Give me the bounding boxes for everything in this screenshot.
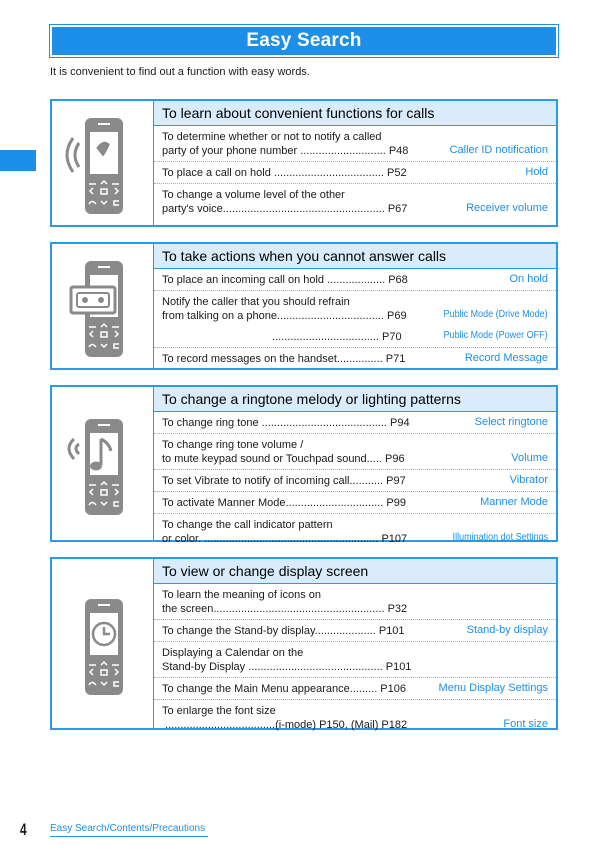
list-item[interactable]: To record messages on the handset............... P71 Record Message: [162, 352, 548, 365]
phone-music-icon: [52, 387, 154, 540]
function-link[interactable]: Public Mode (Drive Mode): [443, 309, 548, 320]
function-link[interactable]: Record Message: [464, 352, 548, 364]
list-item[interactable]: To enlarge the font size ....................................(i-mode) P150, (Mail) P182 Font size: [162, 705, 548, 731]
footer-underline: [50, 836, 208, 837]
function-link[interactable]: Caller ID notification: [449, 144, 548, 156]
section-calls: [50, 99, 558, 227]
list-item[interactable]: To learn the meaning of icons on the screen........................................................ P32: [154, 584, 556, 620]
intro-text: It is convenient to find out a function with easy words.: [50, 66, 310, 78]
function-link[interactable]: Vibrator: [509, 474, 548, 486]
list-item[interactable]: To determine whether or not to notify a called party of your phone number ............................ P48 Caller ID notification: [154, 126, 556, 162]
list-item[interactable]: Notify the caller that you should refrain from talking on a phone................................... P69 Public Mode (Drive Mode): [162, 296, 548, 322]
list-item[interactable]: To place a call on hold .................................... P52 Hold: [154, 162, 556, 184]
list-item[interactable]: To change the Stand-by display.................... P101 Stand-by display: [154, 620, 556, 642]
function-link[interactable]: Stand-by display: [466, 624, 548, 636]
function-link[interactable]: Manner Mode: [480, 496, 548, 508]
list-item[interactable]: To change the call indicator pattern or color. ......................................................... P107 Illumination dot Settings: [162, 519, 548, 545]
section-header: To view or change display screen: [154, 559, 556, 584]
function-link[interactable]: Font size: [503, 718, 548, 730]
footer-link[interactable]: Easy Search/Contents/Precautions: [50, 823, 206, 834]
function-link[interactable]: Volume: [511, 452, 548, 464]
phone-answering-icon: [52, 244, 154, 368]
phone-clock-icon: [52, 559, 154, 728]
section-ringtone: [50, 385, 558, 545]
side-tab-marker: [0, 150, 36, 171]
list-item[interactable]: Displaying a Calendar on the Stand-by Display ............................................ P101: [154, 642, 556, 678]
page-title-bar: [50, 25, 558, 57]
list-item[interactable]: To activate Manner Mode................................ P99 Manner Mode: [154, 492, 556, 514]
page-number: 4: [20, 820, 27, 839]
list-item[interactable]: To set Vibrate to notify of incoming call........... P97 Vibrator: [154, 470, 556, 492]
section-header: To change a ringtone melody or lighting patterns: [154, 387, 556, 412]
function-link[interactable]: On hold: [509, 273, 548, 285]
function-link[interactable]: Receiver volume: [466, 202, 548, 214]
page-title: Easy Search: [246, 30, 362, 51]
function-link[interactable]: Hold: [525, 166, 548, 178]
list-item[interactable]: To change the Main Menu appearance......... P106 Menu Display Settings: [154, 678, 556, 700]
function-link[interactable]: Menu Display Settings: [438, 682, 548, 694]
list-item[interactable]: To change ring tone ......................................... P94 Select ringtone: [154, 412, 556, 434]
function-link[interactable]: Illumination dot Settings: [452, 532, 548, 543]
list-item[interactable]: To change ring tone volume / to mute keypad sound or Touchpad sound..... P96 Volume: [154, 434, 556, 470]
section-header: To take actions when you cannot answer calls: [154, 244, 556, 269]
list-item[interactable]: ................................... P70 Public Mode (Power OFF): [154, 326, 556, 348]
list-item[interactable]: To place an incoming call on hold ................... P68 On hold: [154, 269, 556, 291]
phone-ringing-icon: [52, 101, 154, 225]
section-header: To learn about convenient functions for calls: [154, 101, 556, 126]
list-item[interactable]: To change a volume level of the other party's voice..................................................... P67 Receiver volume: [162, 189, 548, 215]
section-display: [50, 557, 558, 730]
function-link[interactable]: Select ringtone: [474, 416, 548, 428]
section-cannot-answer: [50, 242, 558, 370]
function-link[interactable]: Public Mode (Power OFF): [443, 330, 548, 341]
